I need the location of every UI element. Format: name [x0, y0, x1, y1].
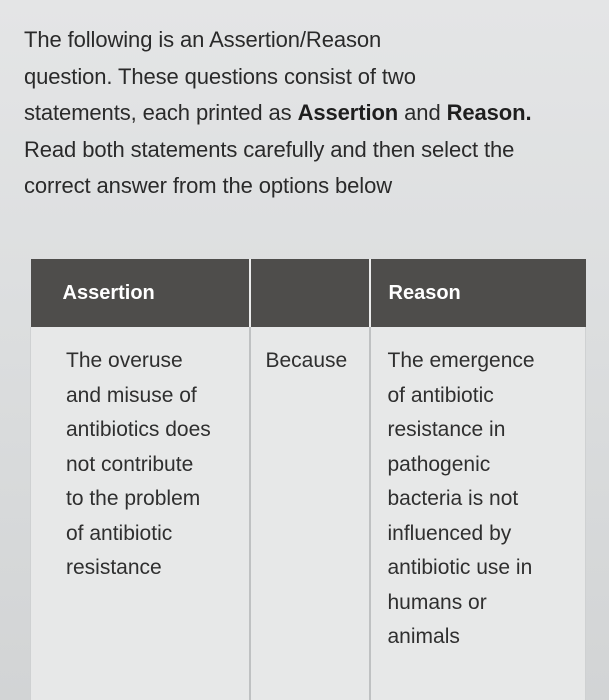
instructions-line: question. These questions consist of two: [24, 63, 416, 89]
reason-text-line: bacteria is not: [387, 487, 519, 510]
instructions-text: and: [398, 100, 447, 125]
reason-text-line: antibiotic use in: [387, 556, 533, 579]
assertion-text-line: resistance: [66, 556, 162, 579]
table-header-row: [31, 259, 586, 327]
assertion-text-line: of antibiotic: [66, 521, 173, 545]
reason-keyword: Reason.: [446, 100, 532, 125]
instructions-line: The following is an Assertion/Reason: [24, 27, 382, 52]
assertion-header: Assertion: [31, 259, 250, 327]
instructions-line: Read both statements carefully and then select the: [24, 136, 515, 162]
assertion-reason-table: [30, 259, 586, 700]
reason-text-line: The emergence: [387, 349, 535, 372]
reason-header: Reason: [370, 259, 586, 327]
reason-cell: [370, 327, 586, 700]
assertion-text-line: not contribute: [66, 452, 194, 476]
assertion-text-line: antibiotics does: [66, 418, 211, 441]
assertion-keyword: Assertion: [297, 100, 399, 125]
reason-text-line: resistance in: [387, 418, 506, 441]
connector-text: Because: [265, 349, 348, 372]
reason-text-line: of antibiotic: [387, 383, 494, 407]
assertion-text-line: to the problem: [66, 487, 201, 510]
question-instructions: [24, 22, 584, 205]
reason-text-line: influenced by: [387, 521, 512, 545]
assertion-text-line: and misuse of: [66, 383, 197, 407]
table-row: [31, 327, 586, 700]
connector-cell: [250, 327, 370, 700]
reason-text-line: humans or: [387, 590, 487, 614]
reason-text-line: pathogenic: [387, 452, 491, 476]
reason-text-line: animals: [387, 625, 460, 648]
connector-header: [250, 259, 370, 327]
assertion-cell: [31, 327, 250, 700]
instructions-line: correct answer from the options below: [24, 173, 393, 198]
instructions-text: statements, each printed as: [24, 100, 298, 125]
assertion-text-line: The overuse: [66, 349, 183, 372]
instructions-line: [24, 95, 584, 132]
